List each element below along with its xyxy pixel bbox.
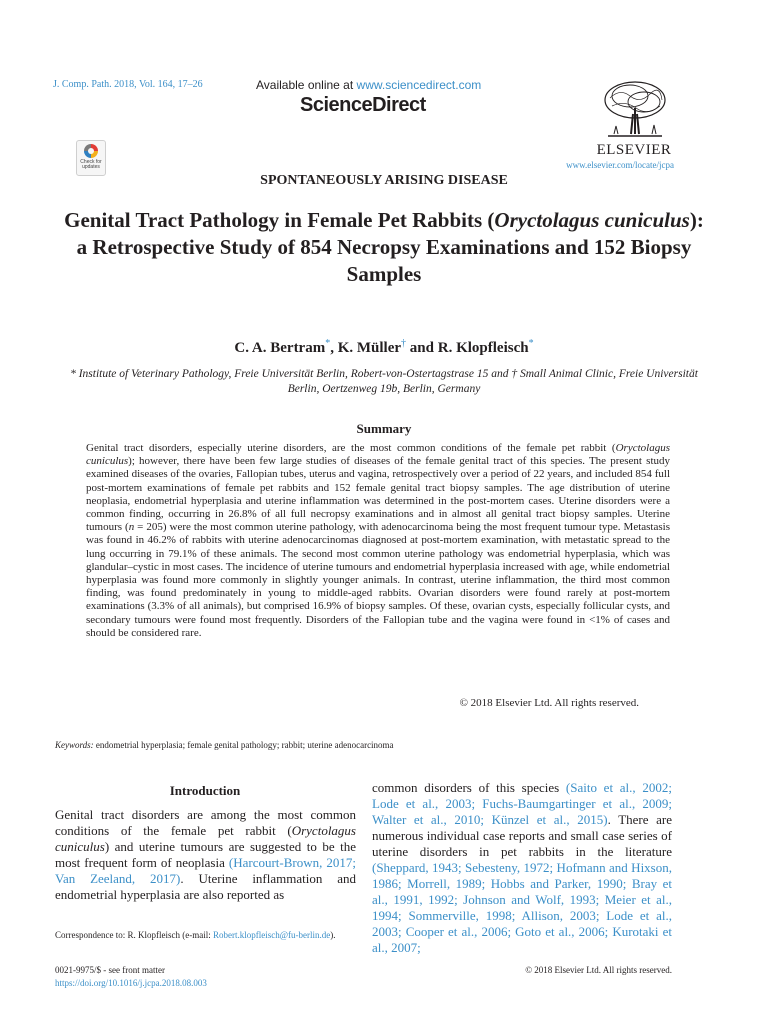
publisher-name: ELSEVIER (596, 142, 672, 158)
journal-reference[interactable]: J. Comp. Path. 2018, Vol. 164, 17–26 (53, 79, 203, 90)
check-updates-label: Check for updates (80, 159, 102, 170)
issn: 0021-9975/$ - see front matter (55, 965, 165, 975)
intro-species: Oryctolagus cuniculus (55, 823, 356, 854)
intro-right-column (372, 780, 672, 956)
affiliations: * Institute of Veterinary Pathology, Freie Universität Berlin, Robert-von-Ostertagstrase 15 and † Small Animal Clinic, Freie Universität Berlin, Oertzenweg 19b, Berlin, Germany (70, 368, 698, 395)
citation-link[interactable]: (Saito et al., 2002; Lode et al., 2003; Fuchs-Baumgartinger et al., 2009; Walter et al., 2010; Künzel et al., 2015) (372, 780, 672, 827)
available-prefix: Available online at (256, 78, 357, 92)
email-link[interactable]: Robert.klopfleisch@fu-berlin.de (212, 930, 331, 940)
correspondence (55, 929, 356, 941)
affiliation-mark[interactable]: * (528, 338, 534, 349)
author-separator: , (330, 340, 338, 356)
correspondence-text: Correspondence to: R. Klopfleisch (e-mail: (55, 930, 213, 940)
affiliation-mark[interactable]: * (325, 338, 331, 349)
sciencedirect-logo-text: ScienceDirect (300, 94, 426, 116)
citation-link[interactable]: (Harcourt-Brown, 2017; Van Zeeland, 2017) (55, 855, 356, 886)
summary-n: n (128, 521, 135, 534)
intro-left-column (55, 807, 356, 903)
intro-text: ) and uterine tumours are suggested to be the most frequent form of neoplasia (55, 839, 356, 870)
summary-text (86, 442, 670, 640)
intro-text: common disorders of this species (372, 780, 566, 795)
keywords-text: endometrial hyperplasia; female genital pathology; rabbit; uterine adenocarcinoma (93, 740, 394, 750)
sciencedirect-link[interactable]: www.sciencedirect.com (356, 78, 482, 92)
summary-heading: Summary (356, 421, 412, 436)
check-for-updates-badge[interactable] (76, 140, 106, 176)
title-species: Oryctolagus cuniculus (494, 208, 690, 232)
title-part: Genital Tract Pathology in Female Pet Rabbits ( (64, 208, 495, 232)
correspondence-end: ). (330, 930, 336, 940)
summary-part: ); however, there have been few large studies of diseases of the female genital tract of this species. The present study examined diseases of the ovaries, Fallopian tubes, uterus and vagina, retrospectively over a period of 22 years, and included 854 full post-mortem examinations of female pet rabbits and 152 female genital tract biopsy samples. The age distribution of uterine neoplasia, endometrial hyperplasia and uterine inflammation was determined in the post-mortem cases. Uterine disorders were a common finding, occurring in 26.8% of all full necropsy examinations and in almost all genital tract biopsy samples. Uterine tumours ( (86, 455, 670, 534)
summary-species: Oryctolagus cuniculus (86, 442, 670, 468)
keywords (55, 740, 675, 750)
author-name: K. Müller (337, 340, 402, 356)
author-name: R. Klopfleisch (437, 340, 529, 356)
doi-link[interactable]: https://doi.org/10.1016/j.jcpa.2018.08.003 (55, 978, 207, 988)
summary-part: = 205) were the most common uterine pathology, with adenocarcinoma being the most frequent tumour type. Metastasis was found in 46.2% of rabbits with uterine adenocarcinomas diagnosed at post-mortem examination, with metastatic spread to the lung occurring in 79.1% of these animals. The second most common uterine pathology was endometrial hyperplasia, which was glandular–cystic in most cases. The incidence of uterine tumours and endometrial hyperplasia increased with age, while endometrial hyperplasia was found more commonly in slightly younger animals. In contrast, uterine inflammation, the third most common finding, was found predominately in young to middle-aged rabbits. Ovarian disorders were found rarely at post-mortem examinations (3.3% of all animals), but comprised 16.9% of biopsy samples. Of these, ovarian cysts, especially follicular cysts, and secondary tumours were found most frequently. Disorders of the Fallopian tube and the vagina were found in <1% of cases and should be considered rare. (86, 521, 670, 639)
intro-text: . There are numerous individual case reports and small case series of uterine disorders in pet rabbits in the literature (372, 812, 672, 859)
author-separator: and (406, 340, 438, 356)
available-online (256, 78, 481, 92)
author-name: C. A. Bertram (234, 340, 326, 356)
section-heading: SPONTANEOUSLY ARISING DISEASE (260, 173, 508, 188)
author-list (0, 338, 768, 357)
introduction-heading: Introduction (169, 783, 241, 798)
intro-text: Genital tract disorders are among the most common conditions of the female pet rabbit ( (55, 807, 356, 838)
article-title (60, 207, 708, 288)
check-updates-icon (84, 144, 98, 158)
summary-copyright: © 2018 Elsevier Ltd. All rights reserved. (459, 697, 639, 709)
intro-text: . Uterine inflammation and endometrial hyperplasia are also reported as (55, 871, 356, 902)
footer-copyright: © 2018 Elsevier Ltd. All rights reserved. (525, 965, 672, 975)
journal-url[interactable]: www.elsevier.com/locate/jcpa (566, 160, 674, 170)
keywords-label: Keywords: (55, 740, 94, 750)
affiliation-mark[interactable]: † (401, 338, 407, 349)
citation-link[interactable]: (Sheppard, 1943; Sebesteny, 1972; Hofmann and Hixson, 1986; Morrell, 1989; Hobbs and Parker, 1990; Bray et al., 1991, 1992; Johnson and Wolf, 1993; Meier et al., 1994; Sommerville, 1998; Allison, 2003; Lode et al., 2003; Cooper et al., 2006; Goto et al., 2006; Kurotaki et al., 2007; (372, 860, 672, 955)
title-part: ): a Retrospective Study of 854 Necropsy Examinations and 152 Biopsy Samples (76, 208, 704, 286)
elsevier-tree-icon (600, 78, 670, 140)
summary-part: Genital tract disorders, especially uterine disorders, are the most common conditions of the female pet rabbit ( (86, 442, 616, 454)
